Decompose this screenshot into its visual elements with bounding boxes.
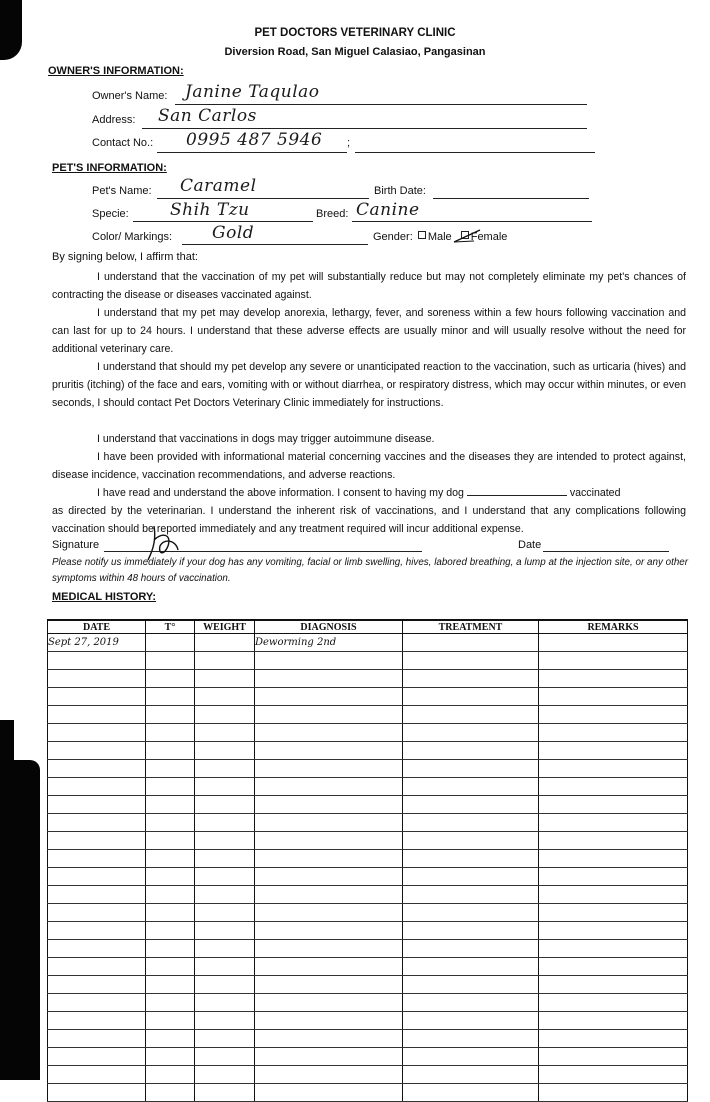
consent-paragraph-2 xyxy=(52,304,686,358)
owner-name-line xyxy=(175,104,587,105)
table-cell xyxy=(403,904,539,922)
color-value: Gold xyxy=(212,223,255,243)
table-cell xyxy=(255,976,403,994)
table-cell xyxy=(403,652,539,670)
table-cell xyxy=(195,940,255,958)
table-cell xyxy=(255,1084,403,1102)
table-cell xyxy=(48,904,146,922)
table-cell xyxy=(146,1012,195,1030)
table-cell xyxy=(195,832,255,850)
table-cell xyxy=(48,796,146,814)
table-cell xyxy=(539,922,688,940)
table-cell xyxy=(255,688,403,706)
pet-name-label: Pet's Name: xyxy=(92,185,152,197)
table-cell xyxy=(195,850,255,868)
contact-value: 0995 487 5946 xyxy=(186,130,323,150)
table-cell xyxy=(146,976,195,994)
table-cell xyxy=(146,1048,195,1066)
table-cell xyxy=(146,706,195,724)
clinic-address: Diversion Road, San Miguel Calasiao, Pangasinan xyxy=(224,46,486,58)
table-cell xyxy=(146,1066,195,1084)
table-cell xyxy=(539,886,688,904)
table-cell xyxy=(539,670,688,688)
gender-group xyxy=(373,231,507,243)
table-cell xyxy=(403,850,539,868)
table-cell xyxy=(48,1084,146,1102)
breed-line xyxy=(352,221,592,222)
table-row xyxy=(48,796,688,814)
col-weight: WEIGHT xyxy=(195,620,255,634)
table-cell xyxy=(146,904,195,922)
table-cell xyxy=(146,688,195,706)
table-cell xyxy=(195,1084,255,1102)
table-cell xyxy=(539,850,688,868)
table-cell xyxy=(146,724,195,742)
table-row xyxy=(48,904,688,922)
table-cell xyxy=(195,1030,255,1048)
scan-shadow-left xyxy=(0,760,40,1080)
address-value: San Carlos xyxy=(158,106,257,126)
cell-weight xyxy=(195,634,255,652)
table-cell xyxy=(195,886,255,904)
col-temperature: T° xyxy=(146,620,195,634)
table-cell xyxy=(146,670,195,688)
table-row xyxy=(48,1066,688,1084)
table-cell xyxy=(539,1066,688,1084)
table-cell xyxy=(48,1066,146,1084)
owner-section-heading: OWNER'S INFORMATION: xyxy=(48,65,184,77)
table-cell xyxy=(539,1012,688,1030)
table-cell xyxy=(195,670,255,688)
table-cell xyxy=(48,670,146,688)
table-cell xyxy=(195,814,255,832)
address-label: Address: xyxy=(92,114,136,126)
table-cell xyxy=(403,688,539,706)
table-cell xyxy=(146,940,195,958)
table-row xyxy=(48,742,688,760)
table-cell xyxy=(539,778,688,796)
consent-p6b-text: vaccinated xyxy=(569,487,621,499)
table-cell xyxy=(195,922,255,940)
table-cell xyxy=(255,760,403,778)
table-cell xyxy=(403,670,539,688)
table-cell xyxy=(403,832,539,850)
table-cell xyxy=(195,706,255,724)
scan-shadow-left-2 xyxy=(0,720,14,780)
table-cell xyxy=(146,868,195,886)
table-cell xyxy=(195,1012,255,1030)
medical-history-heading: MEDICAL HISTORY: xyxy=(52,591,157,603)
table-row xyxy=(48,976,688,994)
table-cell xyxy=(195,976,255,994)
table-cell xyxy=(146,832,195,850)
table-row xyxy=(48,652,688,670)
table-row xyxy=(48,778,688,796)
table-row xyxy=(48,832,688,850)
table-cell xyxy=(255,778,403,796)
table-cell xyxy=(255,796,403,814)
table-cell xyxy=(255,958,403,976)
table-cell xyxy=(48,1030,146,1048)
table-row xyxy=(48,994,688,1012)
table-cell xyxy=(146,742,195,760)
consent-p3-text: I understand that should my pet develop any severe or unanticipated reaction to the vaccination, such as urticaria (hives) and pruritis (itching) of the face and ears, vomiting with or without diarrhea, or respiratory distress, which may occur within minutes, or even seconds, I should contact Pet Doctors Veterinary Clinic immediately for instructions. xyxy=(52,361,686,409)
birth-date-line xyxy=(433,198,589,199)
table-cell xyxy=(48,1048,146,1066)
table-cell xyxy=(48,742,146,760)
table-cell xyxy=(255,1012,403,1030)
table-cell xyxy=(403,1048,539,1066)
table-cell xyxy=(255,1066,403,1084)
consent-p6a-text: I have read and understand the above information. I consent to having my dog xyxy=(97,487,464,499)
table-cell xyxy=(195,760,255,778)
gender-male-checkbox[interactable] xyxy=(418,231,426,239)
table-cell xyxy=(539,706,688,724)
date-line xyxy=(543,551,669,552)
table-cell xyxy=(48,958,146,976)
col-treatment: TREATMENT xyxy=(403,620,539,634)
table-cell xyxy=(48,922,146,940)
table-cell xyxy=(403,958,539,976)
consent-p5-text: I have been provided with informational material concerning vaccines and the diseases they are intended to protect against, disease incidence, vaccination recommendations, and adverse reactions. xyxy=(52,451,686,481)
consent-paragraph-4 xyxy=(52,430,686,448)
table-cell xyxy=(539,652,688,670)
consent-p4-text: I understand that vaccinations in dogs may trigger autoimmune disease. xyxy=(97,433,435,445)
table-cell xyxy=(146,652,195,670)
table-cell xyxy=(48,850,146,868)
table-row xyxy=(48,814,688,832)
table-cell xyxy=(195,688,255,706)
pet-name-line xyxy=(157,198,369,199)
table-cell xyxy=(255,1030,403,1048)
table-cell xyxy=(403,976,539,994)
gender-female-label: Female xyxy=(470,231,508,243)
table-cell xyxy=(146,760,195,778)
breed-label: Breed: xyxy=(316,208,349,220)
gender-label: Gender: xyxy=(373,231,413,243)
table-cell xyxy=(403,724,539,742)
table-cell xyxy=(195,868,255,886)
table-cell xyxy=(195,1048,255,1066)
table-cell xyxy=(255,940,403,958)
table-cell xyxy=(48,814,146,832)
cell-date: Sept 27, 2019 xyxy=(48,634,146,652)
table-cell xyxy=(403,1012,539,1030)
cell-remarks xyxy=(539,634,688,652)
consent-p2-text: I understand that my pet may develop anorexia, lethargy, fever, and soreness within a few hours following vaccination and can last for up to 24 hours. I understand that these adverse effects are usually minor and will usually resolve without the need for additional veterinary care. xyxy=(52,307,686,355)
table-row xyxy=(48,850,688,868)
table-cell xyxy=(539,1048,688,1066)
table-cell xyxy=(255,670,403,688)
table-cell xyxy=(403,742,539,760)
table-cell xyxy=(539,940,688,958)
table-row xyxy=(48,760,688,778)
table-cell xyxy=(146,796,195,814)
table-cell xyxy=(48,886,146,904)
gender-male-label: Male xyxy=(427,231,452,243)
pet-section-heading: PET'S INFORMATION: xyxy=(52,162,167,174)
table-cell xyxy=(403,1066,539,1084)
cell-diagnosis: Deworming 2nd xyxy=(255,634,403,652)
table-cell xyxy=(403,778,539,796)
address-line xyxy=(142,128,587,129)
contact-label: Contact No.: xyxy=(92,137,154,149)
table-cell xyxy=(403,1030,539,1048)
table-row xyxy=(48,922,688,940)
pet-name-value: Caramel xyxy=(180,176,257,196)
table-cell xyxy=(255,922,403,940)
table-cell xyxy=(48,994,146,1012)
table-cell xyxy=(146,850,195,868)
table-cell xyxy=(48,760,146,778)
specie-label: Specie: xyxy=(92,208,129,220)
table-cell xyxy=(195,958,255,976)
col-date: DATE xyxy=(48,620,146,634)
notification-note: Please notify us immediately if your dog has any vomiting, facial or limb swelling, hives, labored breathing, a lump at the injection site, or any other symptoms within 48 hours of vaccination. xyxy=(52,557,688,584)
table-cell xyxy=(539,760,688,778)
table-cell xyxy=(539,796,688,814)
table-row xyxy=(48,706,688,724)
table-row xyxy=(48,1030,688,1048)
table-cell xyxy=(146,814,195,832)
table-row xyxy=(48,958,688,976)
table-row xyxy=(48,724,688,742)
table-cell xyxy=(146,1030,195,1048)
table-row xyxy=(48,634,688,652)
table-cell xyxy=(48,868,146,886)
cell-temperature xyxy=(146,634,195,652)
table-cell xyxy=(146,922,195,940)
owner-name-label: Owner's Name: xyxy=(92,90,168,102)
table-cell xyxy=(255,706,403,724)
table-cell xyxy=(255,850,403,868)
specie-line xyxy=(133,221,313,222)
table-cell xyxy=(403,868,539,886)
table-cell xyxy=(48,1012,146,1030)
consent-p7-text: as directed by the veterinarian. I understand the inherent risk of vaccinations, and I understand that any complications following vaccination should be reported immediately and any treatment required will incur additional expense. xyxy=(52,505,686,535)
table-cell xyxy=(195,778,255,796)
table-cell xyxy=(146,994,195,1012)
consent-intro: By signing below, I affirm that: xyxy=(52,251,198,263)
table-cell xyxy=(48,976,146,994)
table-cell xyxy=(195,796,255,814)
table-cell xyxy=(195,994,255,1012)
color-line xyxy=(182,244,368,245)
table-cell xyxy=(195,904,255,922)
table-cell xyxy=(539,724,688,742)
color-label: Color/ Markings: xyxy=(92,231,173,243)
breed-value: Canine xyxy=(356,200,420,220)
table-cell xyxy=(403,994,539,1012)
table-cell xyxy=(539,814,688,832)
table-row xyxy=(48,1048,688,1066)
table-row xyxy=(48,670,688,688)
table-cell xyxy=(403,1084,539,1102)
table-cell xyxy=(255,832,403,850)
table-cell xyxy=(48,688,146,706)
table-cell xyxy=(403,706,539,724)
birth-date-label: Birth Date: xyxy=(374,185,426,197)
table-cell xyxy=(539,868,688,886)
table-cell xyxy=(539,832,688,850)
table-header-row xyxy=(48,620,688,634)
cell-treatment xyxy=(403,634,539,652)
table-cell xyxy=(146,1084,195,1102)
table-cell xyxy=(195,724,255,742)
table-cell xyxy=(539,1084,688,1102)
table-cell xyxy=(403,796,539,814)
consent-paragraph-3 xyxy=(52,358,686,412)
table-cell xyxy=(539,994,688,1012)
female-check-mark xyxy=(452,228,482,244)
contact-line xyxy=(157,152,347,153)
date-label: Date xyxy=(518,539,542,551)
signature-label: Signature xyxy=(52,539,100,551)
table-cell xyxy=(146,958,195,976)
owner-name-value: Janine Taqulao xyxy=(185,82,320,102)
table-cell xyxy=(403,760,539,778)
table-cell xyxy=(48,832,146,850)
dog-name-blank xyxy=(467,486,567,496)
consent-paragraph-6 xyxy=(52,484,686,502)
table-cell xyxy=(146,778,195,796)
contact-line-2 xyxy=(355,152,595,153)
table-cell xyxy=(255,742,403,760)
table-cell xyxy=(255,1048,403,1066)
table-cell xyxy=(255,886,403,904)
table-row xyxy=(48,1012,688,1030)
specie-value: Shih Tzu xyxy=(170,200,250,220)
table-row xyxy=(48,688,688,706)
table-cell xyxy=(48,652,146,670)
consent-p1-text: I understand that the vaccination of my pet will substantially reduce but may not completely eliminate my pet's chances of contracting the disease or diseases vaccinated against. xyxy=(52,271,686,301)
table-cell xyxy=(255,868,403,886)
table-cell xyxy=(195,742,255,760)
consent-paragraph-1 xyxy=(52,268,686,304)
table-row xyxy=(48,868,688,886)
contact-separator: ; xyxy=(347,137,351,149)
table-cell xyxy=(403,886,539,904)
table-row xyxy=(48,886,688,904)
table-cell xyxy=(539,904,688,922)
table-cell xyxy=(48,778,146,796)
table-cell xyxy=(195,652,255,670)
consent-paragraph-5 xyxy=(52,448,686,484)
table-row xyxy=(48,940,688,958)
table-cell xyxy=(255,994,403,1012)
table-cell xyxy=(403,814,539,832)
medical-history-body xyxy=(48,634,688,1102)
table-cell xyxy=(255,652,403,670)
table-cell xyxy=(539,742,688,760)
table-cell xyxy=(48,706,146,724)
table-cell xyxy=(48,940,146,958)
table-cell xyxy=(195,1066,255,1084)
col-diagnosis: DIAGNOSIS xyxy=(255,620,403,634)
table-cell xyxy=(403,922,539,940)
table-cell xyxy=(539,1030,688,1048)
table-cell xyxy=(403,940,539,958)
table-cell xyxy=(48,724,146,742)
table-row xyxy=(48,1084,688,1102)
table-cell xyxy=(255,814,403,832)
table-cell xyxy=(146,886,195,904)
col-remarks: REMARKS xyxy=(539,620,688,634)
table-cell xyxy=(255,724,403,742)
clinic-name: PET DOCTORS VETERINARY CLINIC xyxy=(254,27,456,39)
table-cell xyxy=(539,976,688,994)
medical-history-table xyxy=(47,619,688,1102)
table-cell xyxy=(255,904,403,922)
table-cell xyxy=(539,688,688,706)
table-cell xyxy=(539,958,688,976)
